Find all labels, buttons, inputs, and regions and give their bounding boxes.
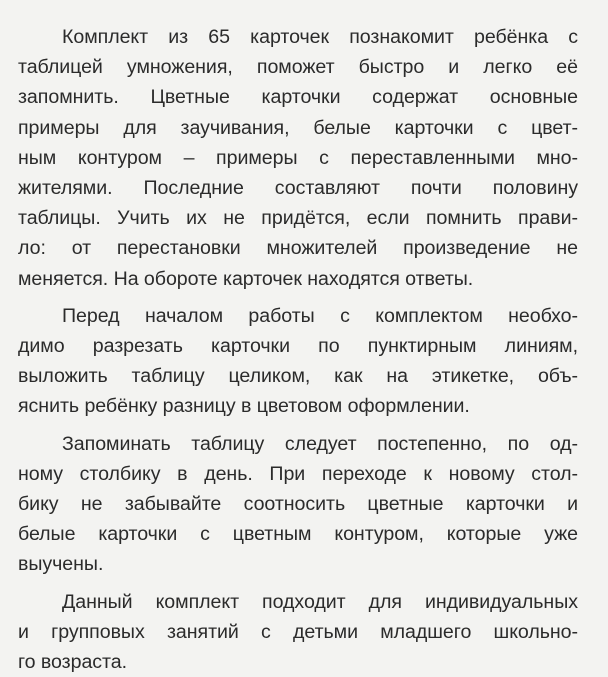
text-line: запомнить. Цветные карточки содержат основные bbox=[18, 86, 578, 109]
text-line: белые карточки с цветным контуром, которые уже bbox=[18, 523, 578, 546]
text-line: примеры для заучивания, белые карточки с цвет- bbox=[18, 116, 578, 139]
text-line: выложить таблицу целиком, как на этикетке, объ- bbox=[18, 365, 578, 388]
text-line: Данный комплект подходит для индивидуальных bbox=[62, 590, 578, 613]
text-line: Перед началом работы с комплектом необхо- bbox=[62, 304, 578, 327]
text-line: ло: от перестановки множителей произведение не bbox=[18, 237, 578, 260]
text-line: меняется. На обороте карточек находятся ответы. bbox=[18, 267, 474, 290]
text-line: и групповых занятий с детьми младшего школьно- bbox=[18, 620, 578, 643]
text-line: ному столбику в день. При переходе к новому стол- bbox=[18, 462, 578, 485]
text-line: выучены. bbox=[18, 553, 104, 576]
text-line: таблицы. Учить их не придётся, если помнить прави- bbox=[18, 207, 578, 230]
paragraph-usage bbox=[18, 587, 578, 677]
text-line: Комплект из 65 карточек познакомит ребёнка с bbox=[62, 26, 578, 48]
text-line: Запоминать таблицу следует постепенно, по од- bbox=[62, 432, 578, 455]
paragraph-memorization bbox=[18, 429, 578, 580]
paragraph-intro bbox=[18, 22, 578, 294]
text-line: таблицей умножения, поможет быстро и легко её bbox=[18, 56, 578, 79]
text-line: го возраста. bbox=[18, 651, 127, 674]
text-line: жителями. Последние составляют почти половину bbox=[18, 177, 578, 200]
paragraph-preparation bbox=[18, 301, 578, 422]
text-line: ным контуром – примеры с переставленными мно- bbox=[18, 146, 578, 169]
text-line: яснить ребёнку разницу в цветовом оформлении. bbox=[18, 395, 470, 418]
text-line: бику не забывайте соотносить цветные карточки и bbox=[18, 493, 578, 516]
text-line: димо разрезать карточки по пунктирным линиям, bbox=[18, 335, 578, 358]
